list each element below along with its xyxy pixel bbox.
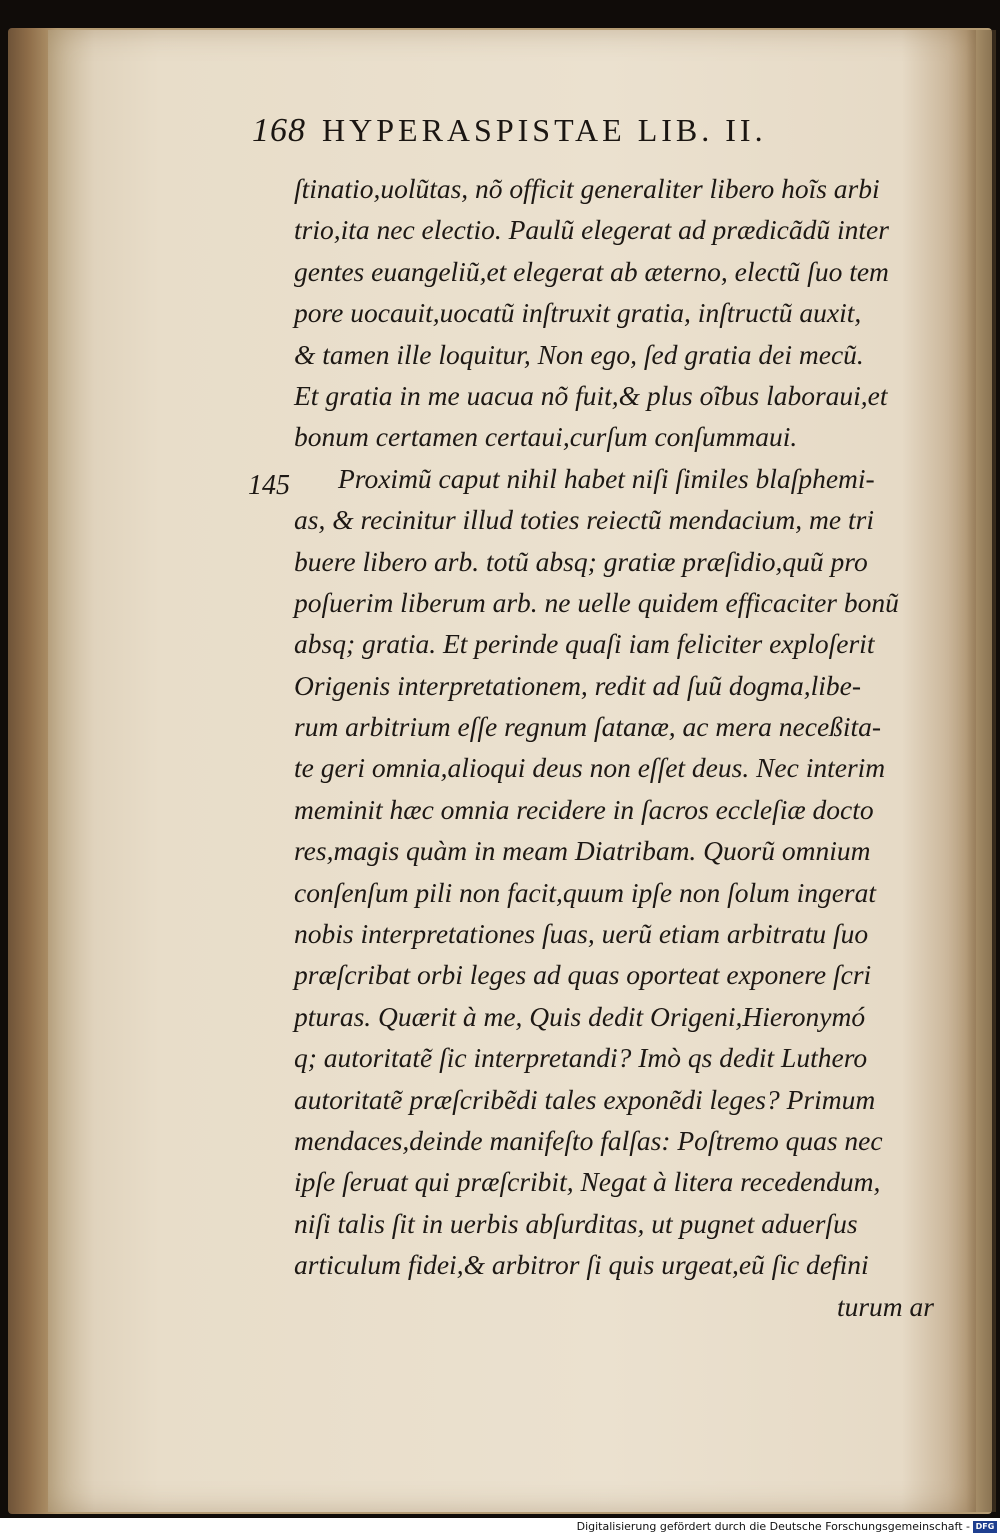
dfg-logo: DFG [973,1521,997,1533]
gutter-shadow [966,30,996,1512]
text-line: ſtinatio,uolũtas, nõ officit generaliter libero hoĩs arbi [294,173,880,204]
text-line: meminit hæc omnia recidere in ſacros eccleſiæ docto [294,793,874,825]
text-line: & tamen ille loquitur, Non ego, ſed gratia dei mecũ. [294,338,864,370]
text-line: gentes euangeliũ,et elegerat ab æterno, electũ ſuo tem [294,255,889,287]
text-line: pturas. Quærit à me, Quis dedit Origeni,Hieronymó [294,1000,866,1032]
text-line: as, & recinitur illud toties reiectũ mendacium, me tri [294,504,874,536]
page-number: 168 [252,112,306,149]
running-title: HYPERASPISTAE LIB. II. [322,112,767,148]
text-line: articulum fidei,& arbitror ſi quis urgeat,eũ ſic defini [294,1249,869,1281]
text-line: buere libero arb. totũ absq; gratiæ præſidio,quũ pro [294,545,868,577]
text-line: trio,ita nec electio. Paulũ elegerat ad prædicãdũ inter [294,214,889,246]
catchword: turum ar [836,1290,934,1322]
text-line: q; autoritatẽ ſic interpretandi? Imò qs dedit Luthero [294,1042,868,1074]
text-line: autoritatẽ præſcribẽdi tales exponẽdi leges? Primum [294,1083,876,1115]
text-line: præſcribat orbi leges ad quas oporteat exponere ſcri [294,959,872,991]
text-line: niſi talis ſit in uerbis abſurditas, ut pugnet aduerſus [294,1207,858,1239]
text-line: te geri omnia,alioqui deus non eſſet deus. Nec interim [294,752,886,784]
text-line: Et gratia in me uacua nõ fuit,& plus oĩbus laboraui,et [294,379,888,411]
text-line: rum arbitrium eſſe regnum ſatanæ, ac mera neceßita- [294,711,882,743]
text-line: res,magis quàm in meam Diatribam. Quorũ omnium [294,835,871,867]
text-line: mendaces,deinde manifeſto falſas: Poſtremo quas nec [294,1124,883,1156]
text-line: pore uocauit,uocatũ inſtruxit gratia, inſtructũ auxit, [294,297,862,329]
text-line: Origenis interpretationem, redit ad ſuũ dogma,libe- [294,669,861,701]
margin-note: 145 [248,470,290,501]
text-line: poſuerim liberum arb. ne uelle quidem efficaciter bonũ [294,586,899,618]
paragraph-start-line: Proximũ caput nihil habet niſi ſimiles blaſphemi- [338,462,875,494]
text-line: absq; gratia. Et perinde quaſi iam feliciter exploſerit [294,628,875,660]
text-line: bonum certamen certaui,curſum conſummaui. [294,421,798,453]
footer-bar [0,1518,1000,1536]
text-line: ipſe ſeruat qui præſcribit, Negat à litera recedendum, [294,1166,881,1198]
funding-credit: Digitalisierung gefördert durch die Deutsche Forschungsgemeinschaft - [576,1520,970,1533]
running-head [252,112,892,156]
text-block [294,168,944,1327]
text-line: nobis interpretationes ſuas, uerũ etiam arbitratu ſuo [294,918,869,950]
text-line: conſenſum pili non facit,quum ipſe non ſolum ingerat [294,876,877,908]
